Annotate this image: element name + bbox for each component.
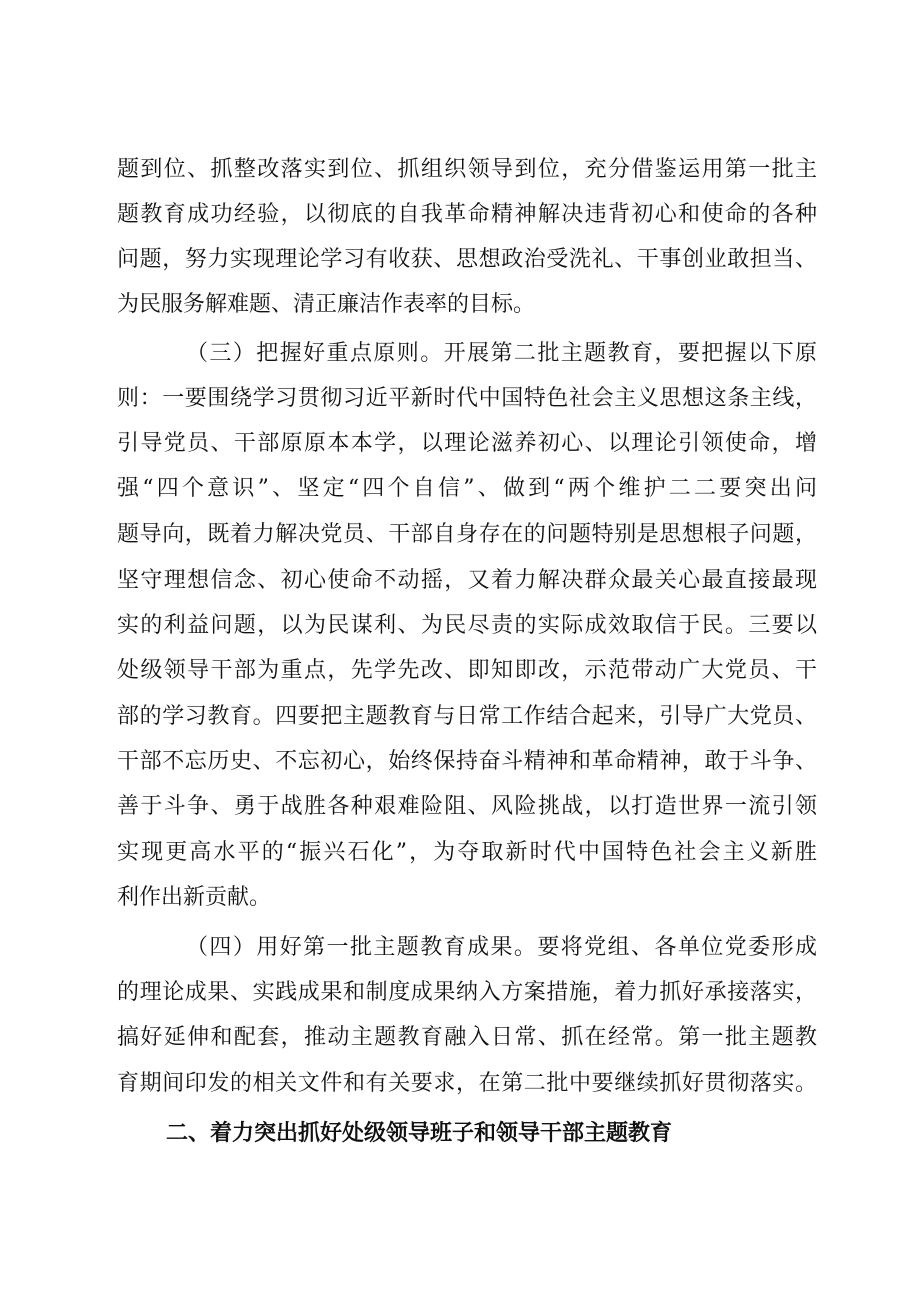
paragraph-2-line-7: 实的利益问题，以为民谋利、为民尽责的实际成效取信于民。三要以 <box>117 613 817 638</box>
paragraph-2-line-13: 利作出新贡献。 <box>117 885 272 910</box>
paragraph-1-line-3: 问题，努力实现理论学习有收获、思想政治受洗礼、干事创业敢担当、 <box>117 247 817 272</box>
paragraph-2-line-11: 善于斗争、勇于战胜各种艰难险阻、风险挑战，以打造世界一流引领 <box>117 794 817 819</box>
paragraph-2-line-4: 强“四个意识”、坚定“四个自信”、做到“两个维护二二要突出问 <box>117 476 817 501</box>
paragraph-2-line-5: 题导向，既着力解决党员、干部自身存在的问题特别是思想根子问题， <box>117 522 817 547</box>
paragraph-3-line-4: 育期间印发的相关文件和有关要求，在第二批中要继续抓好贯彻落实。 <box>117 1071 817 1096</box>
paragraph-2-line-6: 坚守理想信念、初心使命不动摇，又着力解决群众最关心最直接最现 <box>117 568 817 593</box>
paragraph-3-line-1: （四）用好第一批主题教育成果。要将党组、各单位党委形成 <box>186 935 817 960</box>
paragraph-2-line-12: 实现更高水平的“振兴石化”，为夺取新时代中国特色社会主义新胜 <box>117 840 817 865</box>
paragraph-1-line-2: 题教育成功经验，以彻底的自我革命精神解决违背初心和使命的各种 <box>117 202 817 227</box>
paragraph-2-line-8: 处级领导干部为重点，先学先改、即知即改，示范带动广大党员、干 <box>117 658 817 683</box>
paragraph-2-line-1: （三）把握好重点原则。开展第二批主题教育，要把握以下原 <box>186 341 817 366</box>
paragraph-2-line-3: 引导党员、干部原原本本学，以理论滋养初心、以理论引领使命，增 <box>117 431 817 456</box>
section-heading: 二、着力突出抓好处级领导班子和领导干部主题教育 <box>166 1121 673 1146</box>
paragraph-3-line-3: 搞好延伸和配套，推动主题教育融入日常、抓在经常。第一批主题教 <box>117 1025 817 1050</box>
paragraph-1-line-4: 为民服务解难题、清正廉洁作表率的目标。 <box>117 292 536 317</box>
paragraph-3-line-2: 的理论成果、实践成果和制度成果纳入方案措施，着力抓好承接落实， <box>117 980 817 1005</box>
paragraph-1-line-1: 题到位、抓整改落实到位、抓组织领导到位，充分借鉴运用第一批主 <box>117 157 817 182</box>
paragraph-2-line-2: 则：一要围绕学习贯彻习近平新时代中国特色社会主义思想这条主线， <box>117 386 817 411</box>
paragraph-2-line-9: 部的学习教育。四要把主题教育与日常工作结合起来，引导广大党员、 <box>117 704 817 729</box>
paragraph-2-line-10: 干部不忘历史、不忘初心，始终保持奋斗精神和革命精神，敢于斗争、 <box>117 749 817 774</box>
